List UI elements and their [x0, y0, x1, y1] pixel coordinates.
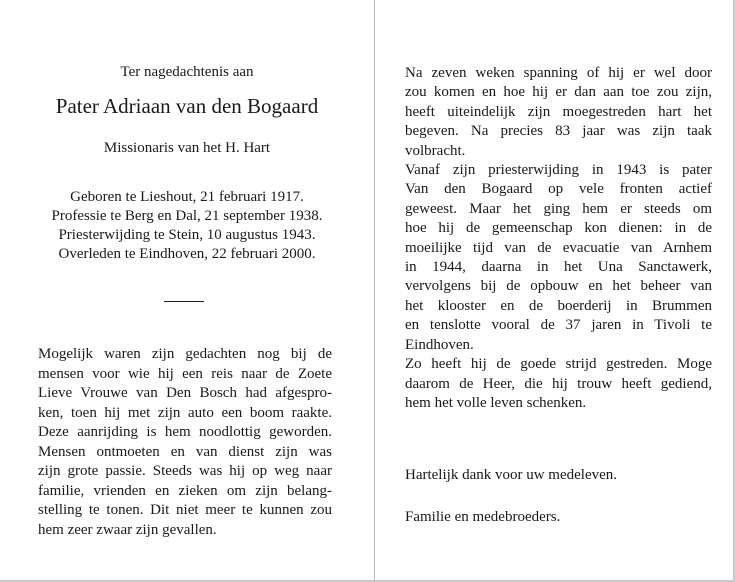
text-line: het klooster en de boerderij in Brummen — [405, 297, 712, 314]
left-paragraph — [38, 345, 332, 540]
text-line: zou komen en hoe hij er dan aan toe zou zijn, — [405, 84, 712, 101]
text-line: familie, vrienden en zieken om zijn belang- — [38, 482, 332, 499]
text-line: moeilijke tijd van de evacuatie van Arnhem — [405, 239, 712, 256]
text-line: Na zeven weken spanning of hij er wel door — [405, 65, 712, 81]
signature-text: Familie en medebroeders. — [405, 509, 561, 525]
text-line: Mogelijk waren zijn gedachten nog bij de — [38, 346, 332, 362]
divider-rule — [164, 301, 204, 302]
text-line: en tenslotte vooral de 37 jaren in Tivoli te — [405, 317, 712, 334]
text-line: hem het volle leven schenken. — [405, 394, 587, 411]
text-line: daarom de Heer, die hij trouw heeft gediend, — [405, 375, 712, 392]
text-line: hem zeer zwaar zijn gevallen. — [38, 521, 217, 538]
text-line: stelling te tonen. Dit niet meer te kunnen zou — [38, 502, 332, 518]
right-paragraph — [405, 64, 712, 413]
text-line: mensen voor wie hij een reis naar de Zoete — [38, 365, 332, 382]
deceased-name: Pater Adriaan van den Bogaard — [55, 94, 319, 118]
life-dates — [50, 188, 324, 264]
profession-line: Professie te Berg en Dal, 21 september 1938. — [51, 208, 323, 224]
right-page — [375, 0, 733, 582]
role-text: Missionaris van het H. Hart — [103, 140, 271, 156]
text-line: Zo heeft hij de goede strijd gestreden. Moge — [405, 356, 712, 373]
text-line: zijn grote passie. Steeds was hij op weg naar — [38, 463, 332, 479]
text-line: geweest. Maar het ging hem er steeds om — [405, 200, 712, 217]
text-line: Mensen ontmoeten en van dienst zijn was — [38, 443, 332, 460]
death-line: Overleden te Eindhoven, 22 februari 2000. — [58, 246, 316, 262]
thanks-text: Hartelijk dank voor uw medeleven. — [405, 467, 618, 483]
text-line: Eindhoven. — [405, 336, 474, 353]
text-line: Vanaf zijn priesterwijding in 1943 is pater — [405, 162, 712, 179]
ordination-line: Priesterwijding te Stein, 10 augustus 1943. — [58, 227, 316, 243]
text-line: volbracht. — [405, 142, 466, 159]
text-line: Deze aanrijding is hem noodlottig geworden. — [38, 424, 332, 440]
text-line: vervolgens bij de opbouw en het beheer van — [405, 278, 712, 295]
text-line: in 1944, daarna in het Una Sanctawerk, — [405, 259, 712, 276]
text-line: heeft uiteindelijk zijn moegestreden hart het — [405, 103, 712, 120]
text-line: begeven. Na precies 83 jaar was zijn taak — [405, 123, 712, 140]
text-line: hoe hij de gemeenschap kon dienen: in de — [405, 220, 712, 237]
text-line: Lieve Vrouwe van Den Bosch had afgespro- — [38, 385, 332, 401]
text-line: ken, toen hij met zijn auto een boom raakte. — [38, 404, 332, 421]
intro-text: Ter nagedachtenis aan — [120, 64, 254, 80]
text-line: Van den Bogaard op vele fronten actief — [405, 181, 712, 198]
birth-line: Geboren te Lieshout, 21 februari 1917. — [70, 189, 304, 205]
